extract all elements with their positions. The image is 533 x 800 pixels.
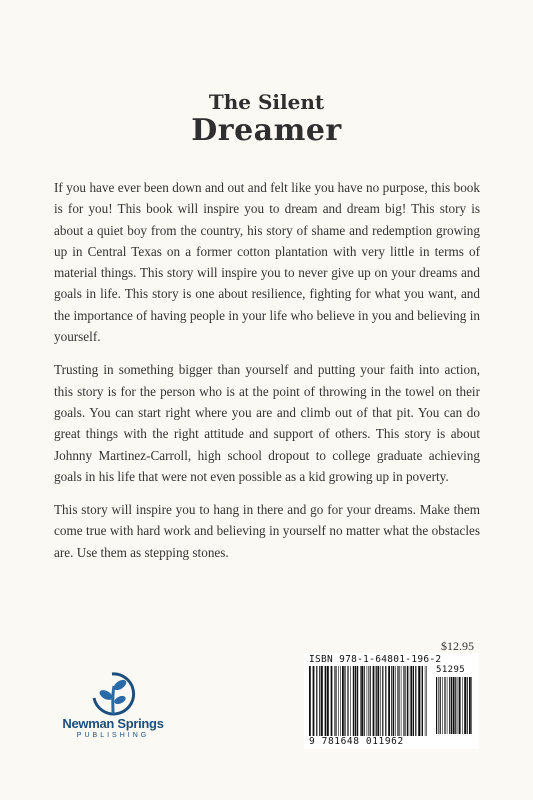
blurb-text [54,177,480,575]
price-label: $12.95 [441,639,474,653]
isbn-label: ISBN 978-1-64801-196-2 [309,654,442,665]
ean-digits: 9 781648 011962 [309,736,404,747]
title-line-1: The Silent [208,90,325,114]
blurb-paragraph-1: If you have ever been down and out and felt like you have no purpose, this book is for you! This book will inspire you to dream and dream big! This story is about a quiet boy from the country, his story of shame and redemption growing up in Central Texas on a former cotton plantation with very little in terms of material things. This story will inspire you to never give up on your dreams and goals in life. This story is one about resilience, fighting for what you want, and the importance of having people in your life who believe in you and believing in yourself. [54,180,480,345]
barcode [304,653,479,749]
addon-code: 51295 [436,665,466,675]
blurb-paragraph-2: Trusting in something bigger than yourself and putting your faith into action, this story is for the person who is at the point of throwing in the towel on their goals. You can start right where you are and climb out of that pit. You can do great things with the right attitude and support of others. This story is about Johnny Martinez-Carroll, high school dropout to college graduate achieving goals in his life that were not even possible as a kid growing up in poverty. [54,362,480,484]
barcode-bars-main [309,666,429,736]
publisher-subtitle: PUBLISHING [76,732,150,739]
publisher-name: Newman Springs [62,716,164,731]
publisher-logo-icon [68,668,158,718]
blurb-paragraph-3: This story will inspire you to hang in there and go for your dreams. Make them come true with hard work and believing in yourself no matter what the obstacles are. Use them as stepping stones. [54,502,480,560]
barcode-bars-addon [436,677,474,734]
title-line-2: Dreamer [191,113,342,148]
